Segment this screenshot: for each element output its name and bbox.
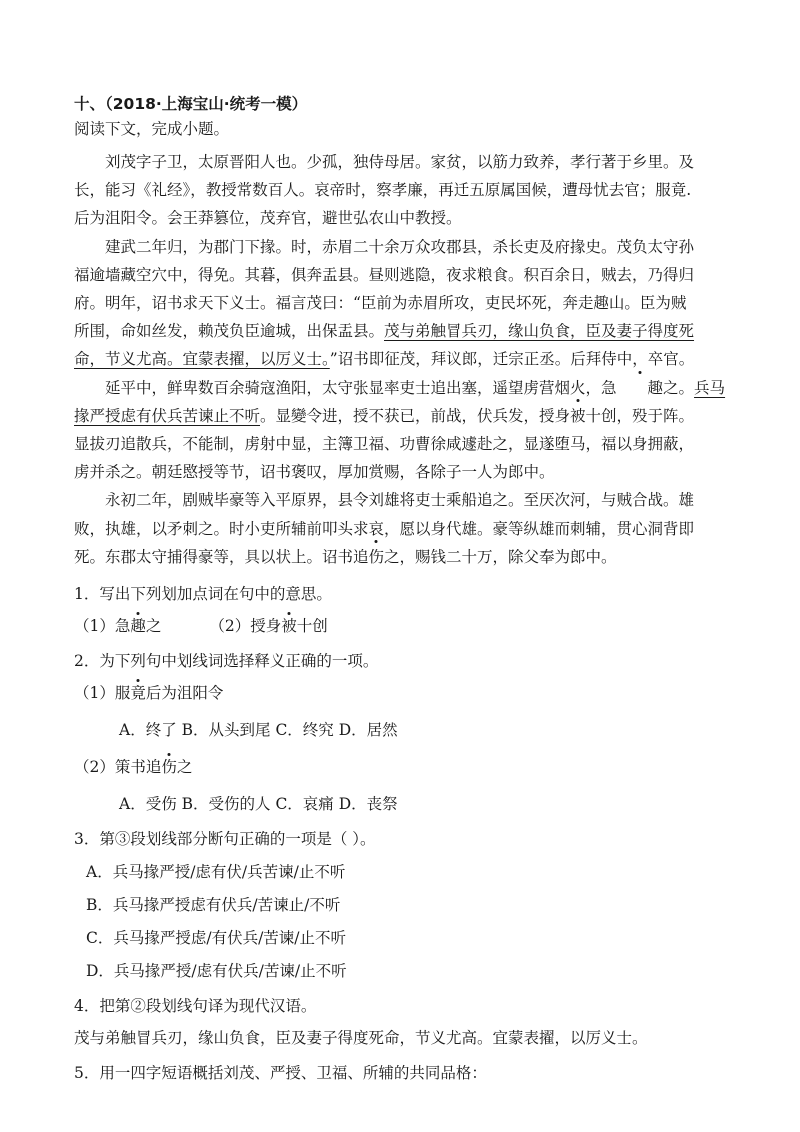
question-2-sub-2-options: A．受伤 B．受伤的人 C．哀痛 D．丧祭 <box>119 795 398 814</box>
passage-paragraph-3-line-2: 掾严授虑有伏兵苦谏止不听。显變令进，授不获已，前战，伏兵发，授身被十创，殁于阵。 <box>74 402 726 430</box>
question-3-stem: 3．第③段划线部分断句正确的一项是（ ）。 <box>74 830 376 849</box>
passage-paragraph-4-line-2: 败，执雄，以矛刺之。时小吏所辅前叩头求哀，愿以身代雄。豪等纵雄而刺辅，贯心洞背即 <box>74 519 695 538</box>
dotted-word: 被 <box>281 615 297 638</box>
passage-paragraph-1: 刘茂字子卫，太原晋阳人也。少孤，独侍母居。家贫，以筋力致养，孝行著于乡里。及 <box>105 153 695 171</box>
instructions: 阅读下文，完成小题。 <box>74 120 230 138</box>
question-3-choice-a: A．兵马掾严授/虑有伏/兵苦谏/止不听 <box>86 863 346 882</box>
question-4-text: 茂与弟触冒兵刃，缘山负食，臣及妻子得度死命，节义尤高。宜蒙表擢，以厉义士。 <box>74 1029 648 1048</box>
passage-paragraph-4: 永初二年，剧贼毕豪等入平原界，县令刘雄将吏士乘船追之。至厌次河，与贼合战。雄 <box>105 491 695 510</box>
question-2-sub-1: （1）服竟后为沮阳令 <box>74 682 726 705</box>
passage-paragraph-2-line-2: 福逾墙藏空穴中，得免。其暮，俱奔盂县。昼则逃隐，夜求粮食。积百余日，贼去，乃得归 <box>74 265 695 284</box>
passage-paragraph-3-line-4: 虏并杀之。朝廷愍授等节，诏书褒叹，厚加赏赐，各除子一人为郎中。 <box>74 463 555 482</box>
question-1-items: （1）急趣之 （2）授身被十创 <box>74 615 726 638</box>
question-5-stem: 5．用一四字短语概括刘茂、严授、卫福、所辅的共同品格： <box>74 1064 487 1083</box>
dotted-word: 趣 <box>617 374 664 402</box>
passage-paragraph-2-line-3: 府。明年，诏书求天下义士。福言茂曰：“臣前为赤眉所攻，吏民坏死，奔走趣山。臣为贼 <box>74 294 687 313</box>
dotted-word: 伤 <box>369 543 385 571</box>
underlined-sentence: 茂与弟触冒兵刃，缘山负食，臣及妻子得度死 <box>384 322 695 341</box>
dotted-word: 伤 <box>161 756 177 779</box>
dotted-word: 竟 <box>130 682 146 705</box>
passage-paragraph-2-line-4: 所围，命如丝发，赖茂负臣逾城，出保盂县。茂与弟触冒兵刃，缘山负食，臣及妻子得度死 <box>74 322 695 341</box>
passage-paragraph-2: 建武二年归，为郡门下掾。时，赤眉二十余万众攻郡县，杀长吏及府掾史。茂负太守孙 <box>105 237 695 256</box>
question-3-choice-b: B．兵马掾严授虑有伏兵/苦谏止/不听 <box>86 896 341 915</box>
passage-paragraph-2-line-5: 命，节义尤高。宜蒙表擢，以厉义士。”诏书即征茂，拜议郎，迁宗正丞。后拜侍中，卒官。 <box>74 350 695 369</box>
passage-paragraph-4-line-3: 死。东郡太守捕得豪等，具以状上。诏书追伤之，赐钱二十万，除父奉为郎中。 <box>74 543 726 571</box>
underlined-phrase: 兵马 <box>694 378 726 397</box>
passage-paragraph-1-line-3: 后为沮阳令。会王莽篡位，茂弃官，避世弘农山中教授。 <box>74 209 462 228</box>
question-3-choice-c: C．兵马掾严授虑/有伏兵/苦谏/止不听 <box>86 929 347 948</box>
question-2-stem: 2．为下列句中划线词选择释义正确的一项。 <box>74 652 379 671</box>
underlined-sentence-cont: 命，节义尤高。宜蒙表擢，以厉义士。 <box>74 350 330 369</box>
passage-paragraph-3: 延平中，鲜卑数百余骑寇渔阳，太守张显率吏士追出塞，遥望虏营烟火，急 趣之。兵马 <box>74 374 726 402</box>
question-2-sub-1-options: A．终了 B．从头到尾 C．终究 D．居然 <box>119 721 398 740</box>
dotted-word: 趣 <box>130 615 146 638</box>
question-3-choice-d: D．兵马掾严授/虑有伏兵/苦谏/止不听 <box>86 962 347 981</box>
question-title: 十、（2018·上海宝山·统考一模） <box>74 95 308 113</box>
passage-paragraph-3-line-3: 显拔刃追散兵，不能制，虏射中显，主簿卫福、功曹徐咸遽赴之，显遂堕马，福以身拥蔽， <box>74 435 695 454</box>
dotted-word: 被 <box>570 402 586 430</box>
question-4-stem: 4．把第②段划线句译为现代汉语。 <box>74 997 317 1016</box>
exam-page <box>74 93 726 1085</box>
question-1-stem: 1．写出下列划加点词在句中的意思。 <box>74 585 332 604</box>
underlined-phrase-cont: 掾严授虑有伏兵苦谏止不听 <box>74 406 261 425</box>
passage-paragraph-1-line-2: 长，能习《礼经》，教授常数百人。哀帝时，察孝廉，再迁五原属国候，遭母忧去官；服竟. <box>74 181 692 200</box>
question-2-sub-2: （2）策书追伤之 <box>74 756 726 779</box>
